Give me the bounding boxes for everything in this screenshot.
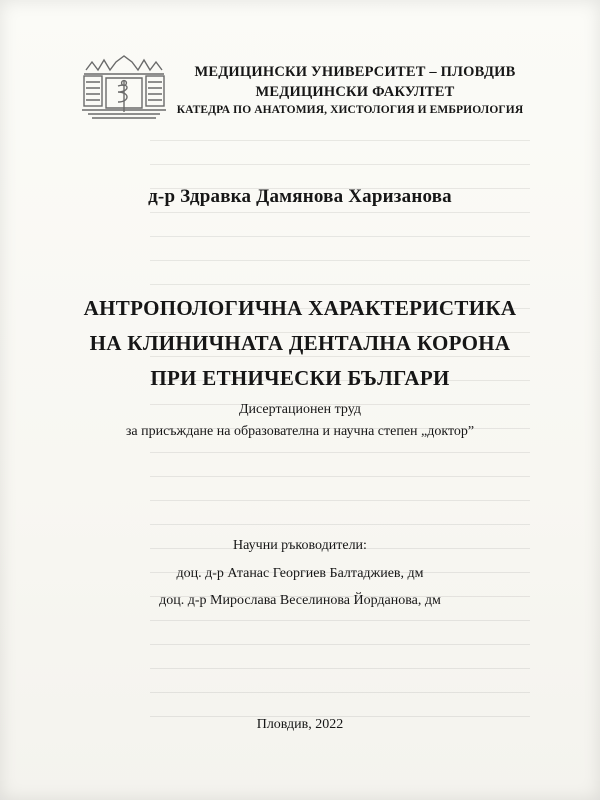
department-name: КАТЕДРА ПО АНАТОМИЯ, ХИСТОЛОГИЯ И ЕМБРИОЛОГИЯ [176, 104, 524, 116]
thesis-title-line-1: АНТРОПОЛОГИЧНА ХАРАКТЕРИСТИКА [83, 296, 517, 320]
show-through-lines [150, 140, 530, 740]
thesis-title-line-2: НА КЛИНИЧНАТА ДЕНТАЛНА КОРОНА [89, 331, 511, 355]
supervisors-label: Научни ръководители: [233, 538, 367, 553]
university-name: МЕДИЦИНСКИ УНИВЕРСИТЕТ – ПЛОВДИВ [194, 64, 516, 80]
supervisor-1: доц. д-р Атанас Георгиев Балтаджиев, дм [176, 566, 424, 581]
place-and-year: Пловдив, 2022 [256, 717, 344, 732]
supervisor-2: доц. д-р Мирослава Веселинова Йорданова, дм [159, 593, 441, 608]
degree-purpose: за присъждане на образователна и научна степен „доктор” [125, 424, 475, 439]
author-name: д-р Здравка Дамянова Харизанова [148, 186, 452, 207]
thesis-type: Дисертационен труд [239, 402, 361, 417]
thesis-title-line-3: ПРИ ЕТНИЧЕСКИ БЪЛГАРИ [150, 366, 450, 390]
university-crest-icon [78, 52, 170, 122]
faculty-name: МЕДИЦИНСКИ ФАКУЛТЕТ [255, 84, 455, 100]
